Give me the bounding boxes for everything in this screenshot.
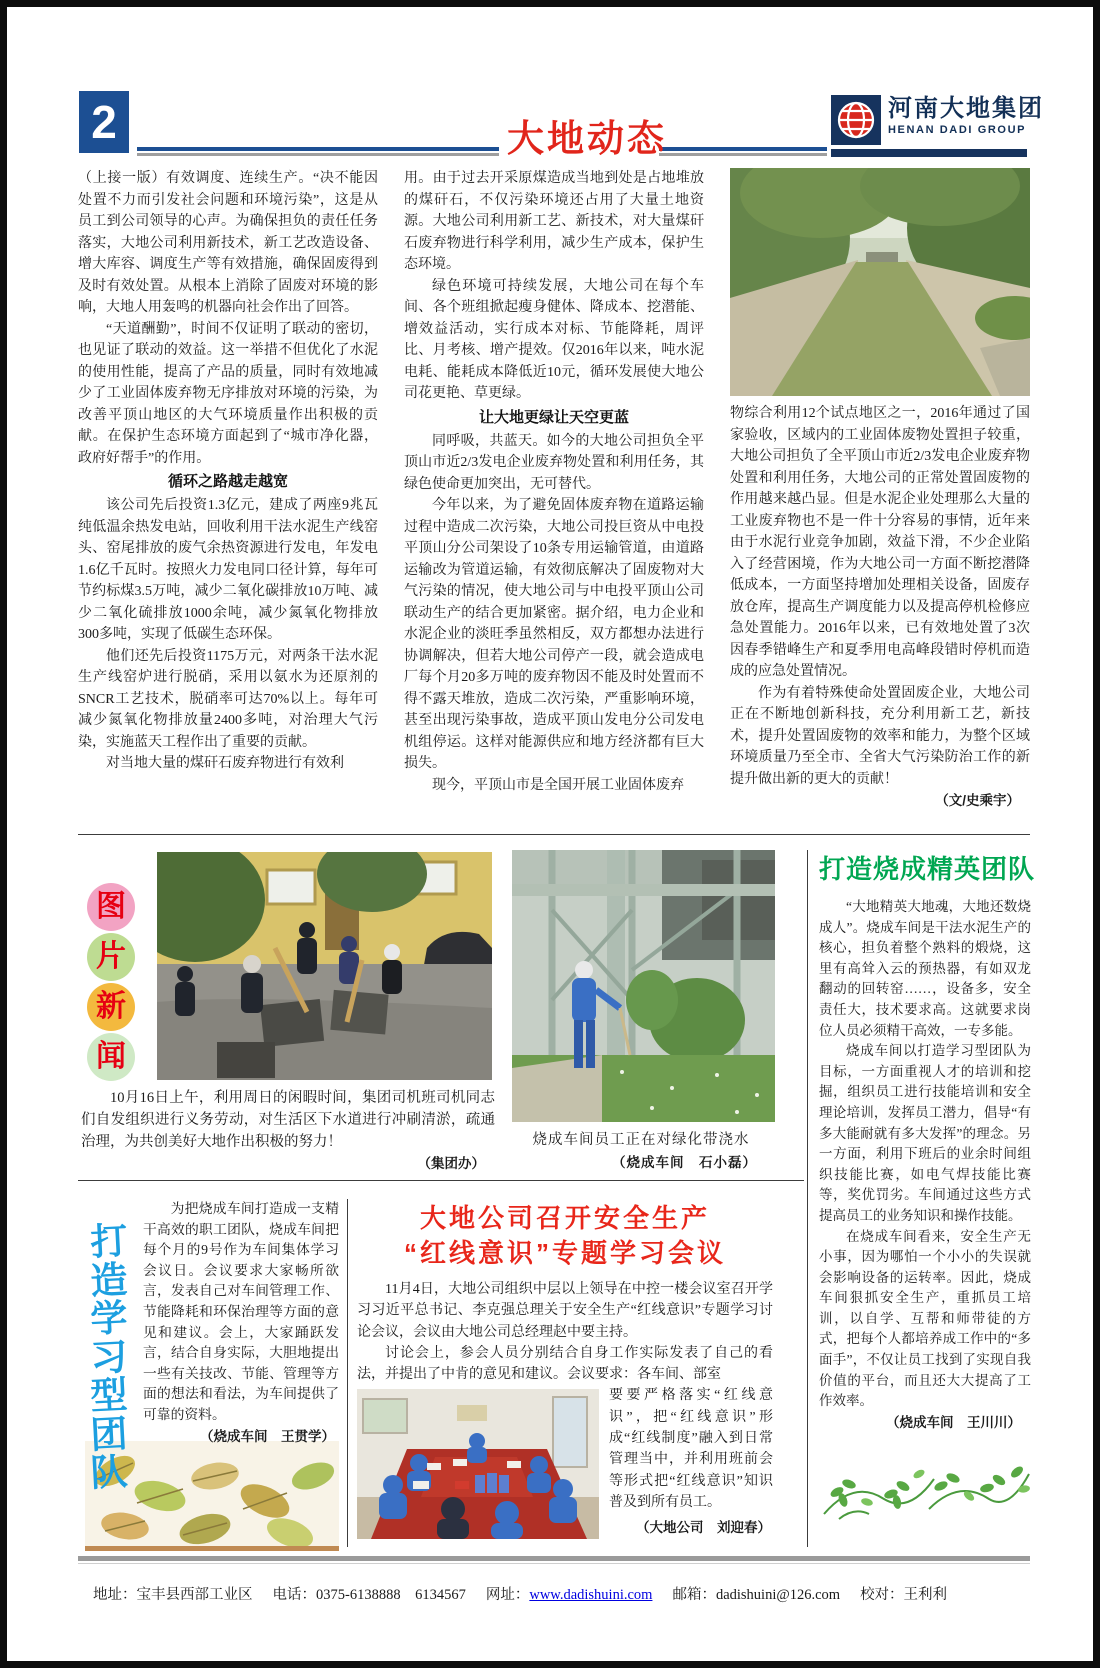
photo-news-caption	[81, 1087, 495, 1175]
badge-char: 新	[87, 983, 135, 1031]
paragraph-wrapped: 要要严格落实“红线意识”，把“红线意识”形成“红线制度”融入到日常管理当中，并利用班前会等形式把“红线意识”知识普及到所有员工。	[609, 1388, 773, 1510]
volunteer-cleaning-photo	[157, 852, 492, 1080]
title-char: 习	[89, 1335, 129, 1379]
article-title-line2: “红线意识”专题学习会议	[403, 1238, 726, 1268]
section-divider	[78, 834, 1030, 835]
footer-address: 地址：宝丰县西部工业区	[93, 1587, 253, 1603]
footer	[93, 1583, 1033, 1604]
article-byline: （烧成车间 王贯学）	[200, 1428, 335, 1444]
footer-website-label: 网址：	[485, 1587, 530, 1603]
paragraph: 对当地大量的煤矸石废弃物进行有效利	[106, 756, 344, 771]
redline-meeting-article	[357, 1201, 773, 1551]
title-char: 型	[89, 1374, 129, 1417]
column-divider	[807, 850, 808, 1547]
paragraph: “大地精英大地魂，大地还数烧成人”。烧成车间是干法水泥生产的核心，担负着整个熟料的煅烧，这里有高耸入云的预热器，有如双龙翻动的回转窑……，设备多，安全责任大，技术要求高。这就要求岗位人员必须精干高效，一专多能。	[819, 899, 1031, 1038]
title-char: 造	[89, 1258, 129, 1302]
title-char: 学	[89, 1297, 129, 1340]
paragraph: 今年以来，为了避免固体废弃物在道路运输过程中造成二次污染，大地公司投巨资从中电投平顶山分公司架设了10条专用运输管道，由道路运输改为管道运输，有效彻底解决了固废物对大气污染的情况，使大地公司与中电投平顶山公司联动生产的结合更加紧密。据介绍，电力企业和水泥企业的淡旺季虽然相反，双方都想办法进行协调解决，但若大地公司停产一段，就会造成电厂每个月20多万吨的废弃物因不能及时处置而不得不露天堆放，造成二次污染，严重影响环境，甚至出现污染事故，造成平顶山发电分公司发电机组停运。这样对能源供应和地方经济都有巨大损失。	[404, 498, 704, 771]
logo-underline	[831, 149, 1027, 157]
elite-team-article	[819, 853, 1036, 1547]
footer-website	[486, 1583, 653, 1604]
caption-byline: （集团办）	[417, 1156, 485, 1171]
meeting-photo	[357, 1389, 599, 1539]
badge-char: 图	[87, 883, 135, 931]
paragraph: 现今，平顶山市是全国开展工业固体废弃	[432, 777, 684, 793]
main-article-column-2	[404, 168, 704, 830]
vertical-article-title	[87, 1220, 131, 1494]
paragraph: 同呼吸，共蓝天。如今的大地公司担负全平顶山市近2/3发电企业废弃物处置和利用任务，其绿色使命更加突出，无可替代。	[404, 433, 704, 492]
paragraph: 为把烧成车间打造成一支精干高效的职工团队，烧成车间把每个月的9号作为车间集体学习会议日。会议要求大家畅所欲言，发表自己对车间管理工作、节能降耗和环保治理等方面的意见和建议。会上，大家踊跃发言，结合自身实际，大胆地提出一些有关技改、节能、管理等方面的想法和看法，为车间提供了可靠的资料。	[143, 1201, 339, 1422]
column-divider	[347, 1199, 348, 1547]
logo-text	[888, 95, 1044, 137]
footer-rule	[78, 1556, 1030, 1564]
article-byline: （文/史乘宇）	[935, 793, 1020, 808]
paragraph: 绿色环境可持续发展，大地公司在每个车间、各个班组掀起瘦身健体、降成本、挖潜能、增效益活动，实行成本对标、节能降耗，周评比、月考核、增产提效。仅2016年以来，吨水泥电耗、能耗成本降低近10元，循环发展使大地公司花更艳、草更绿。	[404, 278, 704, 401]
learning-team-article	[85, 1199, 339, 1551]
logo-name-en: HENAN DADI GROUP	[888, 124, 1027, 136]
main-article-column-1	[78, 168, 378, 830]
footer-proofreader: 校对：王利利	[860, 1587, 948, 1603]
paragraph: 讨论会上，参会人员分别结合自身工作实际发表了自己的看法，并提出了中肯的意见和建议。会议要求：各车间、部室	[357, 1345, 773, 1383]
paragraph: 作为有着特殊使命处置固废企业，大地公司正在不断地创新科技，充分利用新工艺，新技术，提升处置固废物的效率和能力，为整个区域环境质量乃至全市、全省大气污染防治工作的新提升做出新的更大的贡献！	[730, 685, 1030, 787]
canal-photo	[730, 168, 1030, 396]
globe-icon	[831, 95, 881, 145]
paragraph: 他们还先后投资1175万元，对两条干法水泥生产线窑炉进行脱硝，采用以氨水为还原剂的SNCR工艺技术，脱硝率可达70%以上。每年可减少氮氧化物排放量2400多吨，对治理大气污染，实施蓝天工程作出了重要的贡献。	[78, 648, 378, 750]
main-article	[78, 168, 1030, 830]
watering-caption	[507, 1129, 775, 1174]
watering-photo	[512, 850, 775, 1122]
paragraph: 用。由于过去开采原煤造成当地到处是占地堆放的煤矸石，不仅污染环境还占用了大量土地资源。大地公司利用新工艺、新技术，对大量煤矸石废弃物进行科学利用，减少生产成本，保护生态环境。	[404, 171, 704, 272]
header-rule-left	[137, 147, 499, 157]
caption-text: 10月16日上午，利用周日的闲暇时间，集团司机班司机同志们自发组织进行义务劳动，对生活区下水道进行冲刷清淤，疏通治理，为共创美好大地作出积极的努力！	[81, 1090, 495, 1150]
company-logo	[831, 95, 1044, 145]
page-number: 2	[79, 91, 129, 153]
badge-char: 闻	[87, 1033, 135, 1081]
title-char: 团	[89, 1412, 129, 1456]
footer-email: 邮箱：dadishuini@126.com	[672, 1587, 841, 1603]
caption-text: 烧成车间员工正在对绿化带浇水	[532, 1132, 750, 1148]
paragraph: 11月4日，大地公司组织中层以上领导在中控一楼会议室召开学习习近平总书记、李克强总理关于安全生产“红线意识”专题学习讨论会议，会议由大地公司总经理赵中要主持。	[357, 1282, 773, 1340]
paragraph: 该公司先后投资1.3亿元，建成了两座9兆瓦纯低温余热发电站，回收利用干法水泥生产线窑头、窑尾排放的废气余热资源进行发电，年发电1.6亿千瓦时。按照火力发电同口径计算，每年可节约标煤3.5万吨，减少二氧化碳排放10万吨、减少二氧化硫排放1000余吨，减少氮氧化物排放300多吨，实现了低碳生态环保。	[78, 498, 378, 642]
title-char: 队	[89, 1451, 129, 1494]
paragraph: 烧成车间以打造学习型团队为目标，一方面重视人才的培训和挖掘，组织员工进行技能培训和安全理论培训，发挥员工潜力，倡导“有多大能耐就有多大发挥”的理念。另一方面，利用下班后的业余时间组织技能比赛，如电气焊技能比赛等，奖优罚劣。车间通过这些方式提高员工的业务知识和操作技能。	[819, 1043, 1031, 1223]
title-char: 打	[89, 1220, 129, 1263]
header-rule-right	[659, 147, 827, 157]
logo-name-cn: 河南大地集团	[888, 95, 1044, 122]
subheading: 循环之路越走越宽	[167, 473, 288, 490]
section-divider	[78, 1180, 804, 1181]
paragraph: 物综合利用12个试点地区之一，2016年通过了国家验收，区域内的工业固体废物处置担子较重，大地公司担负了全平顶山市近2/3发电企业废弃物处置和利用任务，大地公司的正常处置固废物的作用越来越凸显。但是水泥企业处理那么大量的工业废弃物也不是一件十分容易的事情，近年来由于水泥行业竞争加剧，效益下滑，不少企业陷入了经营困境，作为大地公司一方面不断挖潜降低成本，一方面坚持增加处理相关设备，固废存放仓库，提高生产调度能力以及提高停机检修应急处置能力。2016年以来，已有效地处置了3次因春季错峰生产和夏季用电高峰段错时停机而造成的应急处置情况。	[730, 406, 1030, 679]
footer-phone: 电话：0375-6138888 6134567	[272, 1587, 466, 1603]
article-title: 打造烧成精英团队	[819, 854, 1036, 884]
subheading: 让大地更绿让天空更蓝	[478, 408, 629, 426]
article-byline: （大地公司 刘迎春）	[636, 1520, 771, 1536]
caption-byline: （烧成车间 石小磊）	[612, 1155, 757, 1170]
website-link[interactable]: www.dadishuini.com	[529, 1587, 653, 1603]
photo-news-badge	[87, 883, 137, 1083]
vine-decoration	[819, 1444, 1031, 1524]
badge-char: 片	[87, 933, 135, 981]
masthead-title: 大地动态	[507, 118, 667, 159]
paragraph: 在烧成车间看来，安全生产无小事，因为哪怕一个小小的失误就会影响设备的运转率。因此，烧成车间狠抓安全生产，重抓员工培训，以自学、互帮和师带徒的方式，把每个人都培养成工作中的“多面手”，不仅让员工找到了实现自我价值的平台，而且还大大提高了工作效率。	[819, 1228, 1031, 1409]
article-title-line1: 大地公司召开安全生产	[419, 1203, 710, 1233]
paragraph: （上接一版）有效调度、连续生产。“决不能因处置不力而引发社会问题和环境污染”，这是从员工到公司领导的心声。为确保担负的责任任务落实，大地公司利用新技术，新工艺改造设备、增大库容、调度生产等有效措施，确保固废得到及时有效处置。从根本上消除了固废对环境的影响，大地人用轰鸣的机器向社会作出了回答。	[78, 171, 378, 315]
paragraph: “天道酬勤”，时间不仅证明了联动的密切，也见证了联动的效益。这一举措不但优化了水泥的使用性能，提高了产品的质量，同时有效地减少了工业固体废弃物无序排放对环境的污染，为改善平顶山地区的大气环境质量作出积极的贡献。在保护生态环境方面起到了“城市净化器，政府好帮手”的作用。	[78, 321, 378, 466]
main-article-column-3	[730, 168, 1030, 830]
article-byline: （烧成车间 王川川）	[886, 1414, 1021, 1430]
